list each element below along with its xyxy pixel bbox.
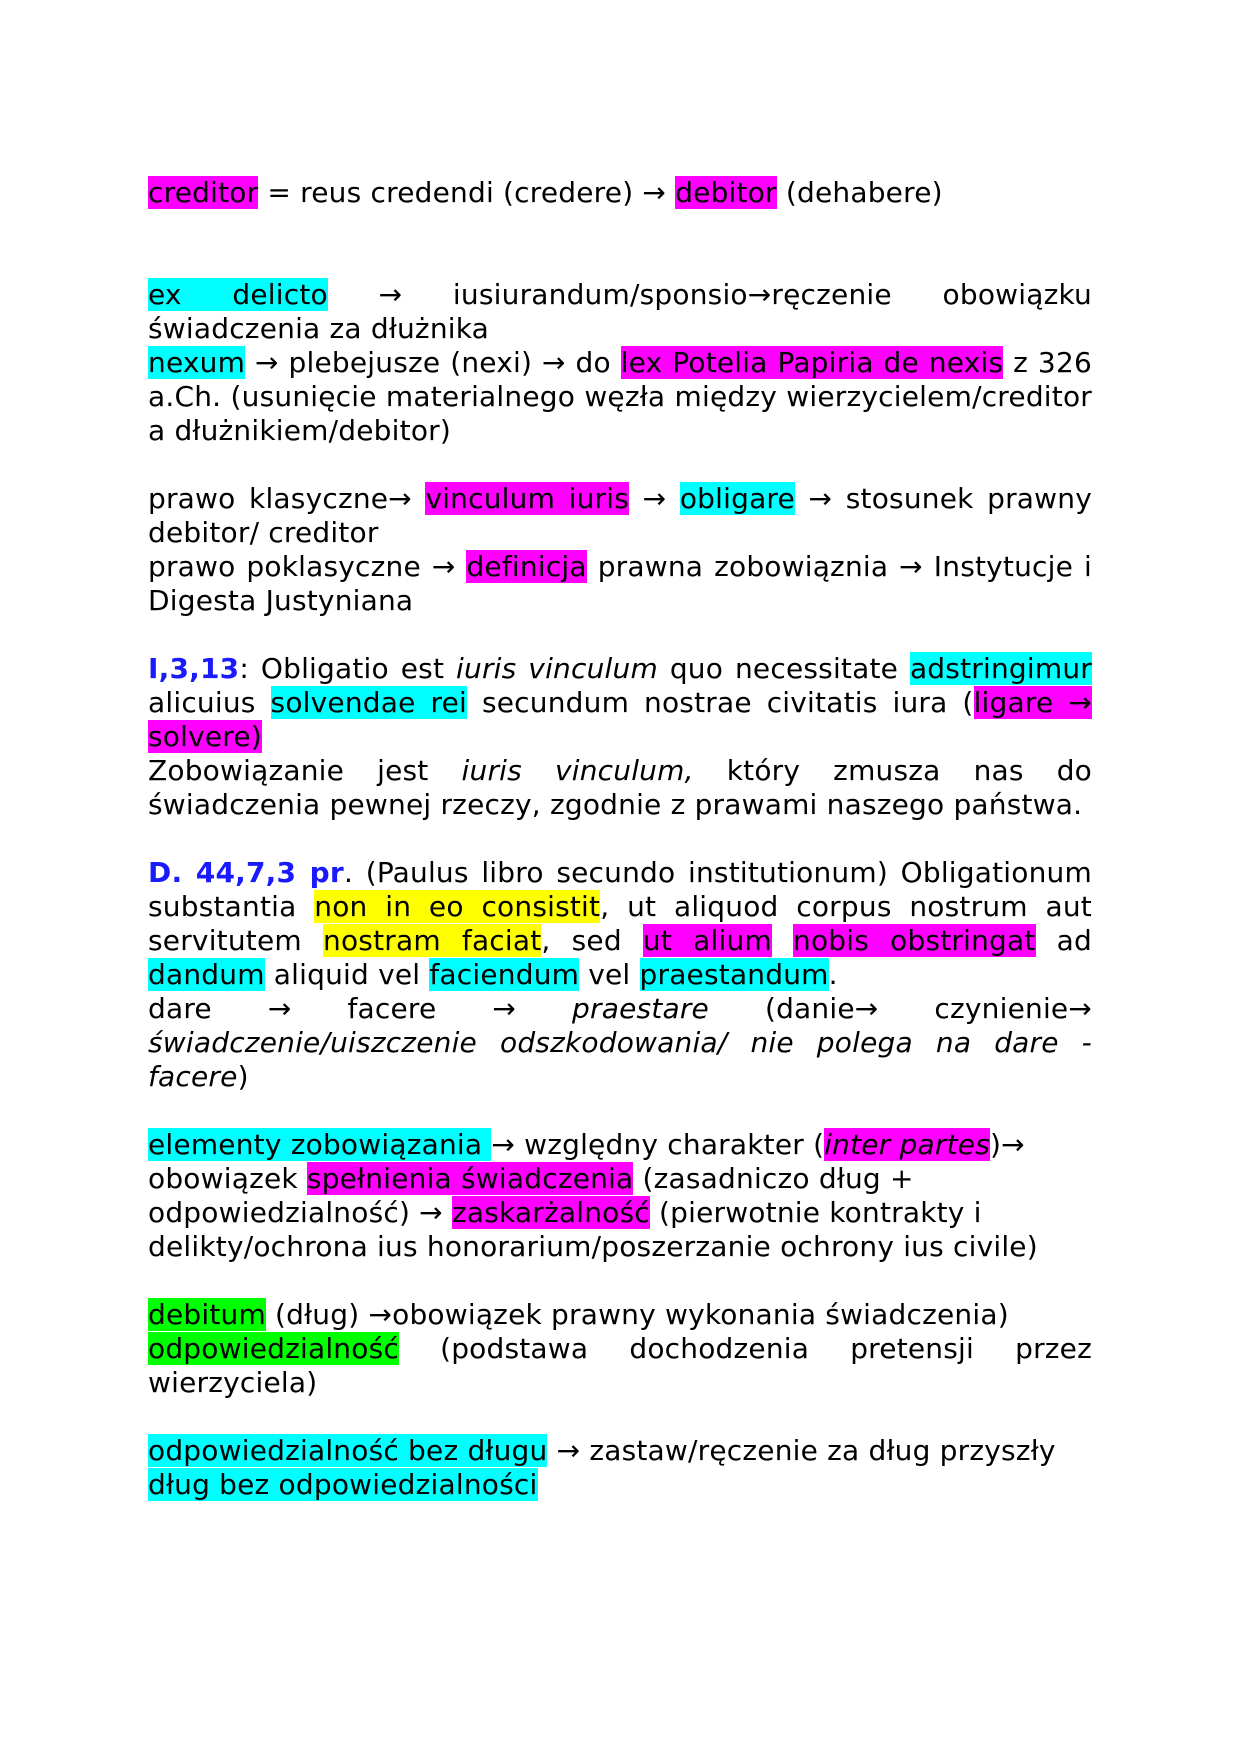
highlight-zaskarzalnosc: zaskarżalność: [451, 1196, 650, 1229]
text: prawna zobowiąznia → Instytucje i Digesta Justyniana: [148, 550, 1092, 617]
text: (podstawa dochodzenia pretensji przez wierzyciela): [148, 1332, 1092, 1399]
line-odpowiedzialnosc: [148, 1196, 1092, 1230]
reference-d-44-7-3: D. 44,7,3 pr: [148, 856, 344, 889]
text: (pierwotnie kontrakty i: [649, 1196, 982, 1229]
highlight-lex-potelia: lex Potelia Papiria de nexis: [620, 346, 1004, 379]
italic-text: praestare: [572, 992, 709, 1025]
highlight-odpowiedzialnosc-bez-dlugu: odpowiedzialność bez długu: [148, 1434, 548, 1467]
highlight-dlug-bez-odpowiedzialnosci: dług bez odpowiedzialności: [148, 1468, 538, 1501]
highlight-ligare-solvere: ligare → solvere): [148, 686, 1092, 753]
highlight-spelnienia-swiadczenia: spełnienia świadczenia: [306, 1162, 634, 1195]
italic-text: świadczenie/uiszczenie odszkodowania/ nie polega na dare - facere: [148, 1026, 1092, 1093]
line-dlug-bez-odpowiedzialnosci: [148, 1468, 1092, 1502]
paragraph-digesta-quote: [148, 856, 1092, 992]
italic-text: inter partes: [824, 1128, 990, 1161]
text: (zasadniczo dług +: [633, 1162, 914, 1195]
text: prawo poklasyczne →: [148, 550, 467, 583]
paragraph-dare-facere: [148, 992, 1092, 1094]
text: delikty/ochrona ius honorarium/poszerzanie ochrony ius civile): [148, 1230, 1038, 1263]
paragraph-odpowiedzialnosc: [148, 1332, 1092, 1400]
text: → plebejusze (nexi) → do: [245, 346, 621, 379]
highlight-praestandum: praestandum: [639, 958, 829, 991]
text: [772, 924, 793, 957]
text: → względny charakter (: [491, 1128, 825, 1161]
spacer: [148, 1094, 1092, 1128]
text: )→: [989, 1128, 1025, 1161]
text: → iusiurandum/sponsio→ręczenie obowiązku świadczenia za dłużnika: [148, 278, 1092, 345]
text: Zobowiązanie jest: [148, 754, 462, 787]
spacer: [148, 618, 1092, 652]
paragraph-zobowiazanie-translation: [148, 754, 1092, 822]
text: →: [629, 482, 680, 515]
paragraph-nexum: [148, 346, 1092, 448]
text: vel: [579, 958, 640, 991]
highlight-faciendum: faciendum: [429, 958, 580, 991]
paragraph-institutiones-quote: [148, 652, 1092, 754]
text: obowiązek: [148, 1162, 307, 1195]
highlight-solvendae-rei: solvendae rei: [270, 686, 467, 719]
spacer: [148, 1400, 1092, 1434]
highlight-nobis-obstringat: nobis obstringat: [793, 924, 1036, 957]
spacer: [148, 210, 1092, 278]
spacer: [148, 822, 1092, 856]
paragraph-creditor-debitor: [148, 176, 1092, 210]
highlight-nostram-faciat: nostram faciat: [323, 924, 542, 957]
text: quo necessitate: [657, 652, 910, 685]
paragraph-debitum: [148, 1298, 1092, 1332]
highlight-dandum: dandum: [148, 958, 265, 991]
text: = reus credendi (credere) →: [258, 176, 676, 209]
highlight-ex-delicto: ex delicto: [148, 278, 328, 311]
text: prawo klasyczne→: [148, 482, 426, 515]
italic-text: iuris vinculum: [456, 652, 658, 685]
highlight-elementy-zobowiazania: elementy zobowiązania: [148, 1128, 492, 1161]
paragraph-ex-delicto: [148, 278, 1092, 346]
text: secundum nostrae civitatis iura (: [467, 686, 974, 719]
highlight-nexum: nexum: [148, 346, 246, 379]
highlight-inter-partes: [824, 1128, 990, 1161]
highlight-creditor: creditor: [148, 176, 259, 209]
text: → stosunek prawny debitor/ creditor: [148, 482, 1092, 549]
italic-text: iuris vinculum,: [461, 754, 694, 787]
reference-i-3-13: I,3,13: [148, 652, 240, 685]
line-obowiazek: [148, 1162, 1092, 1196]
paragraph-prawo-poklasyczne: [148, 550, 1092, 618]
highlight-debitum: debitum: [148, 1298, 266, 1331]
text: ad: [1035, 924, 1092, 957]
text: z 326 a.Ch. (usunięcie materialnego węzła między wierzycielem/creditor a dłużnikiem/debitor): [148, 346, 1092, 447]
highlight-odpowiedzialnosc: odpowiedzialność: [148, 1332, 399, 1365]
text: (dług) →obowiązek prawny wykonania świadczenia): [265, 1298, 1009, 1331]
spacer: [148, 1264, 1092, 1298]
line-delikty: [148, 1230, 1092, 1264]
text: ): [237, 1060, 249, 1093]
text: alicuius: [148, 686, 271, 719]
highlight-adstringimur: adstringimur: [909, 652, 1092, 685]
text: , sed: [541, 924, 643, 957]
text: : Obligatio est: [239, 652, 457, 685]
text: , ut aliquod corpus nostrum aut servitutem: [148, 890, 1092, 957]
line-odpowiedzialnosc-bez-dlugu: [148, 1434, 1092, 1468]
highlight-vinculum-iuris: vinculum iuris: [425, 482, 630, 515]
text: → zastaw/ręczenie za dług przyszły: [547, 1434, 1056, 1467]
text: który zmusza nas do świadczenia pewnej rzeczy, zgodnie z prawami naszego państwa.: [148, 754, 1093, 821]
line-elementy-zobowiazania: [148, 1128, 1092, 1162]
highlight-definicja: definicja: [466, 550, 587, 583]
text: .: [828, 958, 838, 991]
text: (dehabere): [776, 176, 943, 209]
document-body: [148, 176, 1092, 1502]
text: dare → facere →: [148, 992, 573, 1025]
paragraph-prawo-klasyczne: [148, 482, 1092, 550]
highlight-ut-alium: ut alium: [642, 924, 772, 957]
spacer: [148, 448, 1092, 482]
text: . (Paulus libro secundo institutionum) Obligationum substantia: [148, 856, 1092, 923]
highlight-debitor: debitor: [675, 176, 777, 209]
text: odpowiedzialność) →: [148, 1196, 452, 1229]
text: (danie→ czynienie→: [708, 992, 1093, 1025]
text: aliquid vel: [264, 958, 430, 991]
highlight-non-in-eo-consistit: non in eo consistit: [314, 890, 601, 923]
highlight-obligare: obligare: [679, 482, 795, 515]
